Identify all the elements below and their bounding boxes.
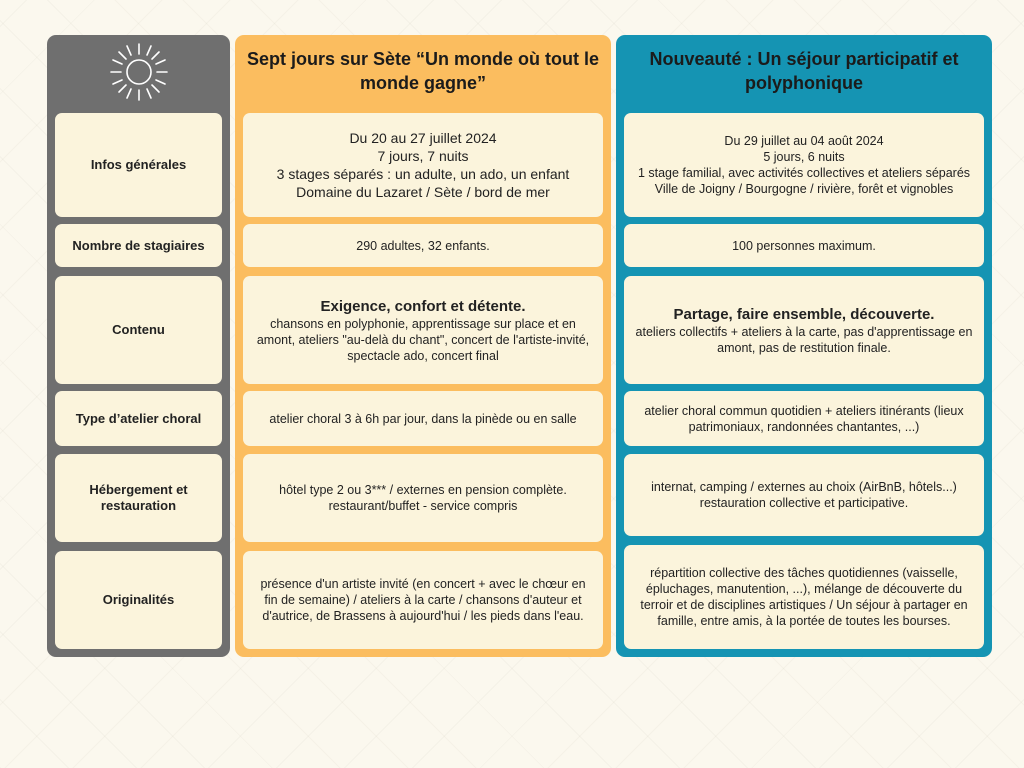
nouveau-originalites: répartition collective des tâches quotidiennes (vaisselle, épluchages, manutention, ...), mélange de découverte du terroir et de disciplines artistiques / Un séjour à partager en famille, entre amis, à la portée de toutes les bourses. (624, 545, 984, 649)
nouveau-infos (624, 113, 984, 217)
nouveau-hebergement-line: internat, camping / externes au choix (AirBnB, hôtels...) (651, 480, 957, 494)
nouveau-atelier: atelier choral commun quotidien + ateliers itinérants (lieux patrimoniaux, randonnées chantantes, ...) (624, 391, 984, 446)
sete-hebergement-line: restaurant/buffet - service compris (328, 499, 518, 513)
sete-atelier: atelier choral 3 à 6h par jour, dans la pinède ou en salle (243, 391, 603, 446)
sun-icon (108, 41, 170, 103)
sete-infos-line: Domaine du Lazaret / Sète / bord de mer (296, 184, 550, 200)
sete-column (235, 35, 611, 657)
sete-originalites: présence d'un artiste invité (en concert + avec le chœur en fin de semaine) / ateliers à la carte / chansons d'auteur et d'autrice, de Brassens à aujourd'hui / les pieds dans l'eau. (243, 551, 603, 649)
sete-contenu (243, 276, 603, 384)
nouveau-infos-line: 5 jours, 6 nuits (763, 150, 845, 164)
nouveau-contenu-text: ateliers collectifs + ateliers à la carte, pas d'apprentissage en amont, pas de restitution finale. (635, 324, 973, 355)
nouveau-infos-line: Du 29 juillet au 04 août 2024 (724, 134, 884, 148)
sete-hebergement (243, 454, 603, 542)
label-atelier: Type d’atelier choral (55, 391, 222, 446)
label-originalites: Originalités (55, 551, 222, 649)
sete-title: Sept jours sur Sète “Un monde où tout le monde gagne” (246, 49, 600, 93)
labels-column (47, 35, 230, 657)
nouveau-hebergement-line: restauration collective et participative. (699, 496, 909, 510)
sete-contenu-title: Exigence, confort et détente. (320, 297, 526, 315)
sete-hebergement-line: hôtel type 2 ou 3*** / externes en pension complète. (279, 483, 567, 497)
label-contenu: Contenu (55, 276, 222, 384)
sete-infos (243, 113, 603, 217)
nouveau-contenu (624, 276, 984, 384)
sete-infos-line: 7 jours, 7 nuits (377, 148, 469, 164)
nouveau-stagiaires: 100 personnes maximum. (624, 224, 984, 267)
nouveau-infos-line: 1 stage familial, avec activités collectives et ateliers séparés (637, 166, 971, 180)
sete-stagiaires: 290 adultes, 32 enfants. (243, 224, 603, 267)
label-infos: Infos générales (55, 113, 222, 217)
nouveau-contenu-title: Partage, faire ensemble, découverte. (673, 305, 935, 323)
sete-contenu-text: chansons en polyphonie, apprentissage sur place et en amont, ateliers "au-delà du chant", concert de l'artiste-invité, spectacle ado, concert final (256, 316, 590, 363)
nouveau-title: Nouveauté : Un séjour participatif et polyphonique (649, 49, 959, 93)
sete-infos-line: 3 stages séparés : un adulte, un ado, un enfant (276, 166, 570, 182)
label-stagiaires: Nombre de stagiaires (55, 224, 222, 267)
nouveau-infos-line: Ville de Joigny / Bourgogne / rivière, forêt et vignobles (654, 182, 954, 196)
label-hebergement: Hébergement et restauration (55, 454, 222, 542)
nouveau-hebergement (624, 454, 984, 536)
nouveau-column (616, 35, 992, 657)
sete-infos-line: Du 20 au 27 juillet 2024 (349, 130, 497, 146)
